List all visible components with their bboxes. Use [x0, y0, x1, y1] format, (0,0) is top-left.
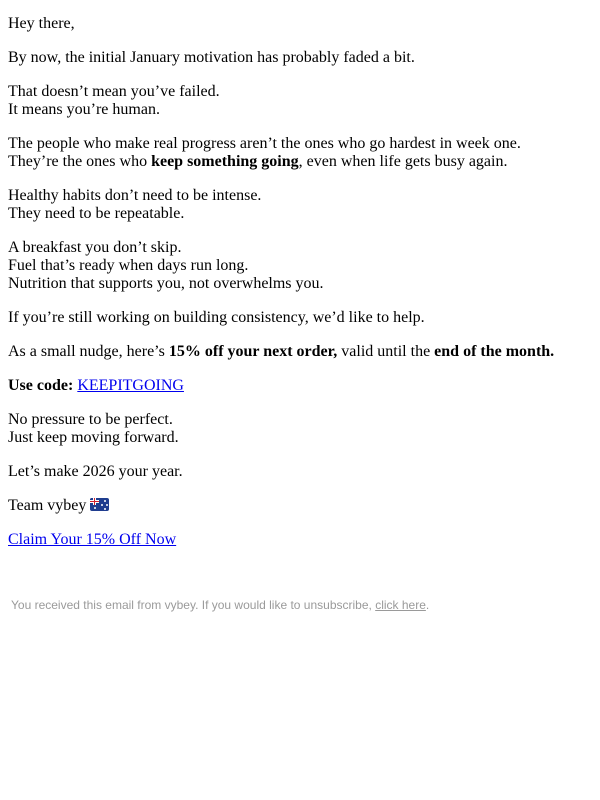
- australia-flag-icon: [90, 498, 109, 511]
- claim-discount-link[interactable]: Claim Your 15% Off Now: [8, 531, 177, 548]
- breakfast-line-3: Nutrition that supports you, not overwhelms you.: [8, 275, 324, 292]
- breakfast-paragraph: [8, 239, 592, 293]
- email-footer: [11, 597, 429, 613]
- union-jack-canton: [90, 498, 99, 505]
- habits-paragraph: [8, 187, 592, 223]
- breakfast-line-1: A breakfast you don’t skip.: [8, 239, 182, 256]
- habits-line-1: Healthy habits don’t need to be intense.: [8, 187, 262, 204]
- pressure-line-2: Just keep moving forward.: [8, 429, 179, 446]
- progress-paragraph: [8, 135, 592, 171]
- failed-line-1: That doesn’t mean you’ve failed.: [8, 83, 220, 100]
- southern-cross-star: [101, 504, 103, 506]
- progress-emphasis: keep something going: [151, 153, 299, 170]
- southern-cross-star: [104, 500, 106, 502]
- nudge-middle: valid until the: [337, 343, 435, 360]
- habits-line-2: They need to be repeatable.: [8, 205, 185, 222]
- deadline-emphasis: end of the month.: [434, 343, 555, 360]
- breakfast-line-2: Fuel that’s ready when days run long.: [8, 257, 249, 274]
- progress-line-2-start: They’re the ones who: [8, 153, 152, 170]
- promo-code-link[interactable]: KEEPITGOING: [77, 377, 184, 394]
- email-body: [8, 15, 592, 565]
- footer-text: You received this email from vybey. If you would like to unsubscribe,: [11, 598, 376, 612]
- progress-line-2-end: , even when life gets busy again.: [298, 153, 508, 170]
- pressure-line-1: No pressure to be perfect.: [8, 411, 173, 428]
- failed-line-2: It means you’re human.: [8, 101, 160, 118]
- help-paragraph: If you’re still working on building consistency, we’d like to help.: [8, 309, 425, 326]
- year-paragraph: Let’s make 2026 your year.: [8, 463, 183, 480]
- progress-line-1: The people who make real progress aren’t the ones who go hardest in week one.: [8, 135, 521, 152]
- signoff-paragraph: [8, 497, 592, 515]
- discount-emphasis: 15% off your next order,: [168, 343, 338, 360]
- southern-cross-star: [104, 508, 106, 510]
- greeting: Hey there,: [8, 15, 75, 32]
- nudge-paragraph: [8, 343, 592, 361]
- nudge-start: As a small nudge, here’s: [8, 343, 169, 360]
- code-paragraph: [8, 377, 592, 395]
- failed-paragraph: [8, 83, 592, 119]
- pressure-paragraph: [8, 411, 592, 447]
- cta-paragraph: [8, 531, 592, 549]
- southern-cross-star: [106, 504, 108, 506]
- unsubscribe-link[interactable]: click here: [375, 598, 426, 612]
- intro-paragraph: By now, the initial January motivation has probably faded a bit.: [8, 49, 415, 66]
- signoff: Team vybey: [8, 497, 87, 514]
- code-label: Use code:: [8, 377, 74, 394]
- commonwealth-star: [94, 507, 96, 509]
- footer-end: .: [425, 598, 430, 612]
